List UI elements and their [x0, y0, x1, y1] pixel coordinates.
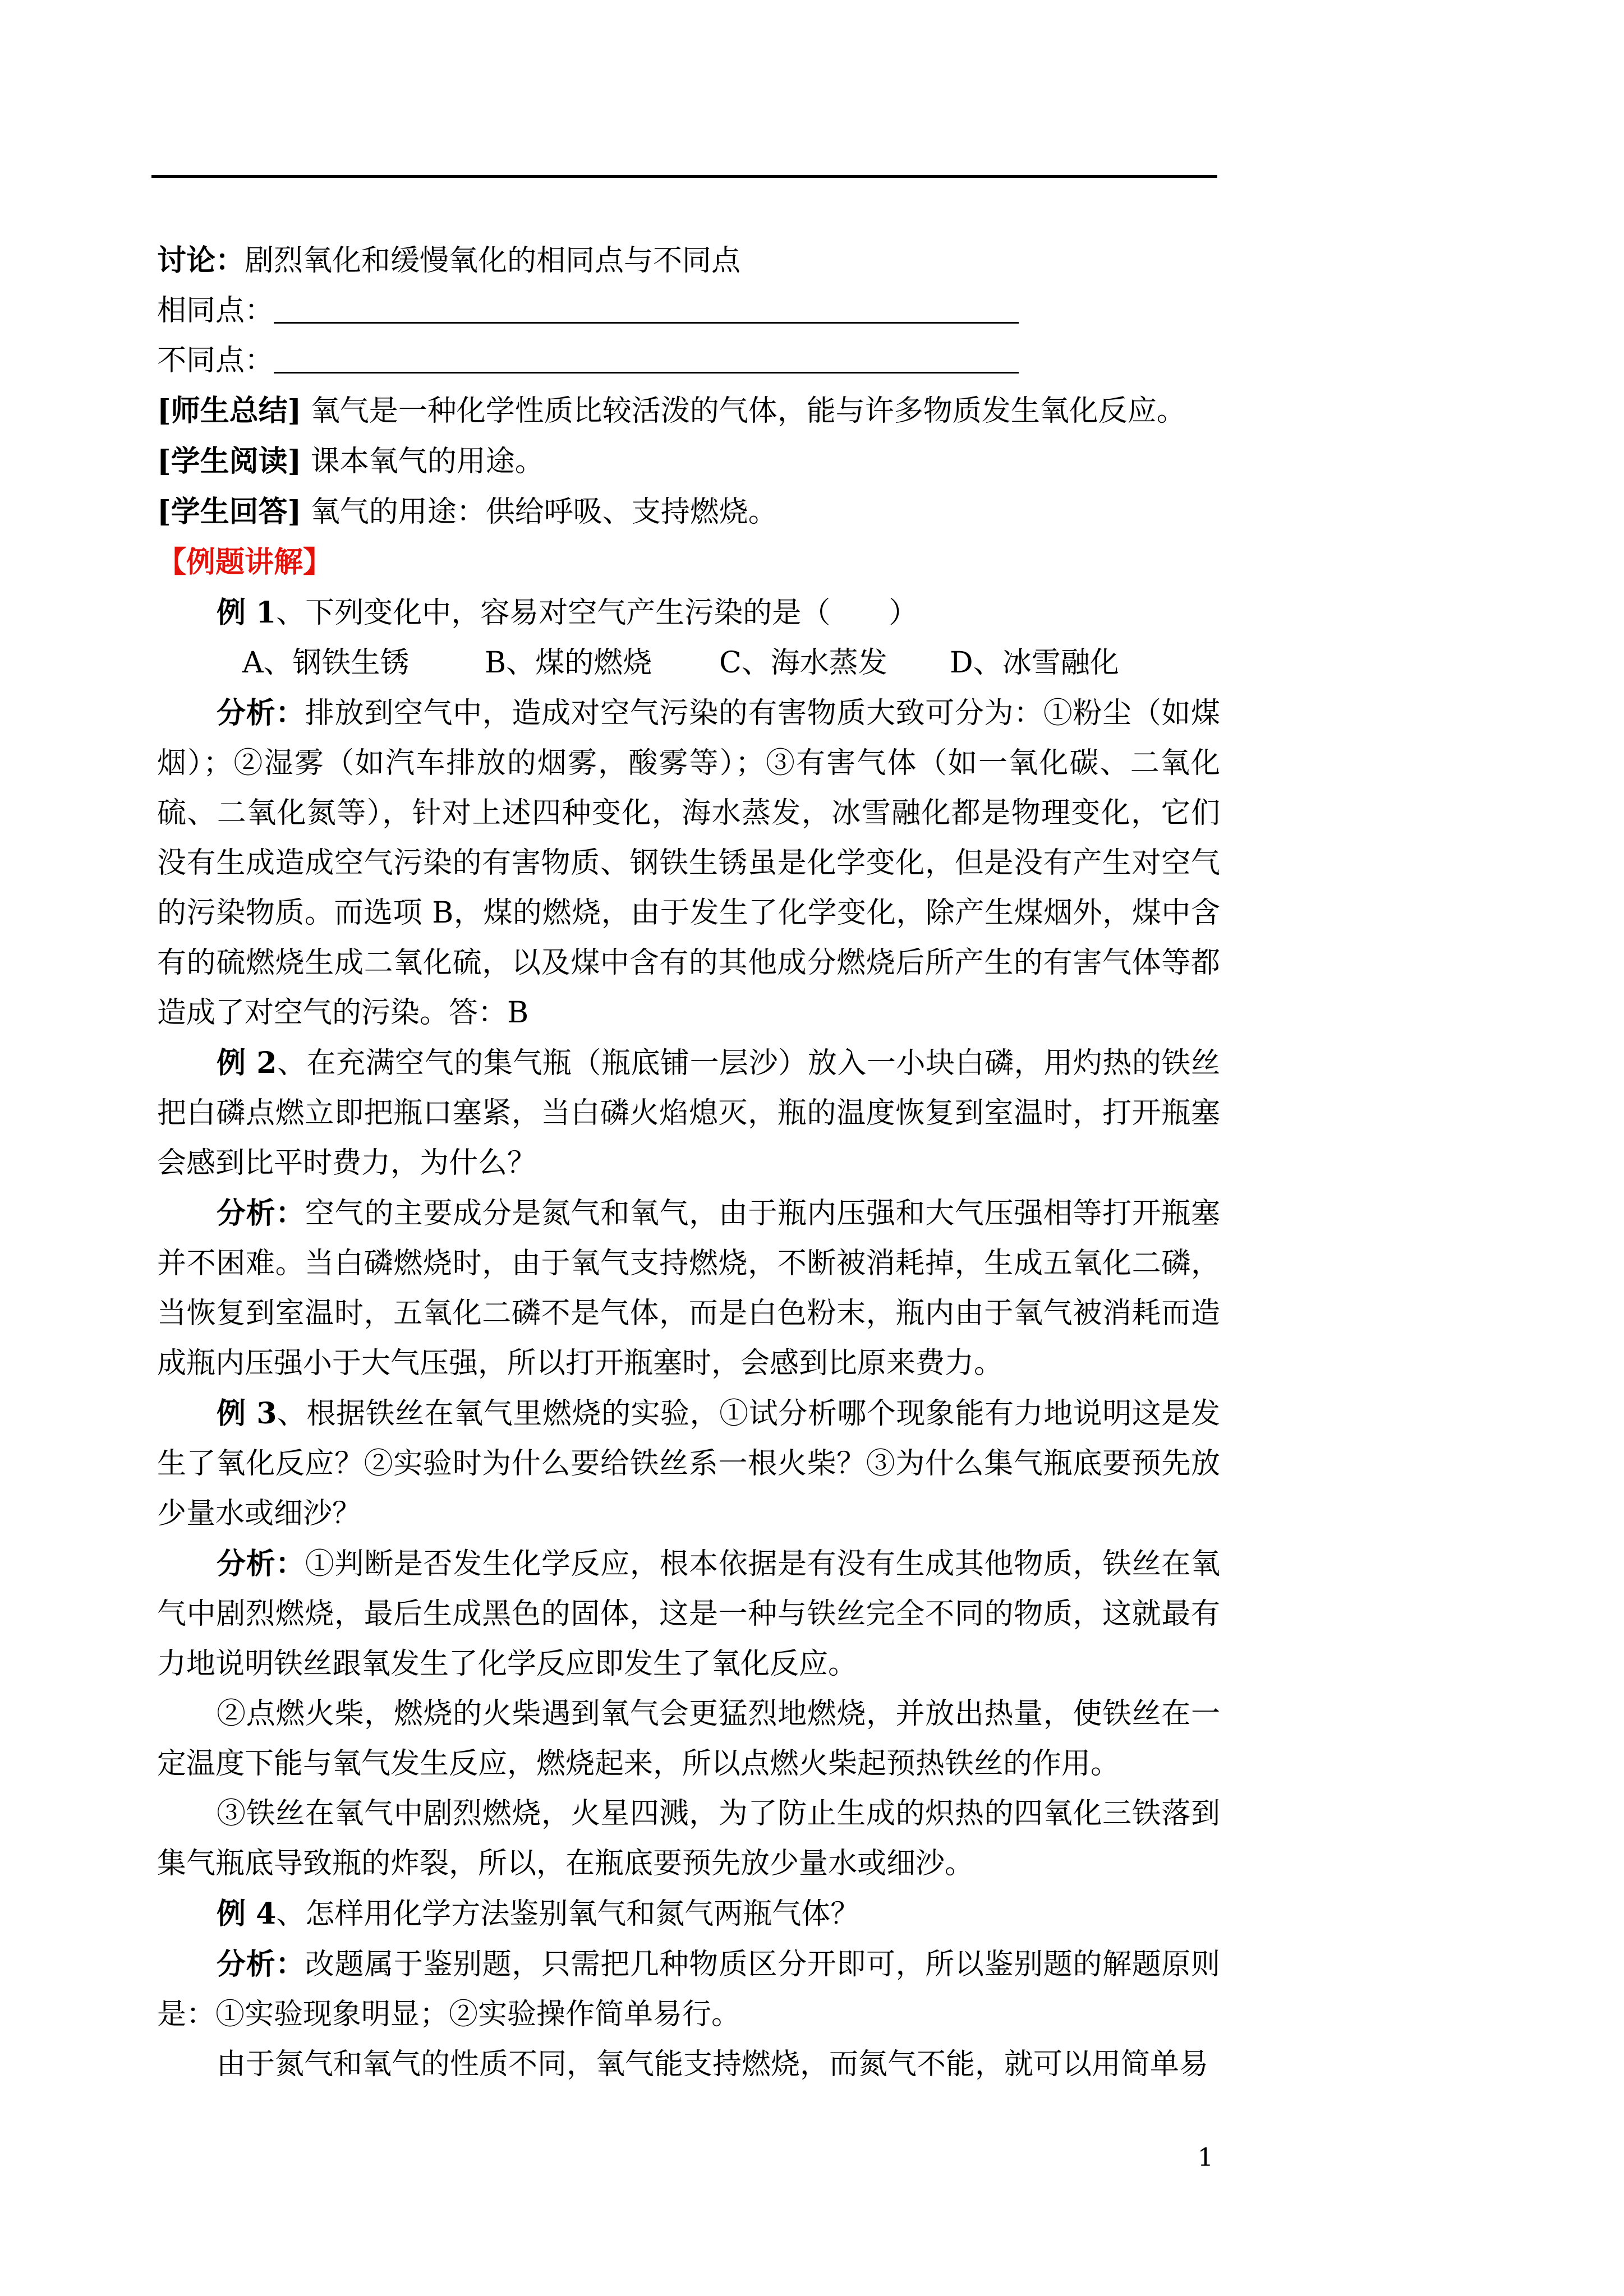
- discussion-line: [157, 236, 1220, 286]
- example1-options: [157, 638, 1220, 688]
- similarities-line: [157, 286, 1220, 336]
- example2-question-text: 、在充满空气的集气瓶（瓶底铺一层沙）放入一小块白磷，用灼热的铁丝把白磷点燃立即把瓶口塞紧，当白磷火焰熄灭，瓶的温度恢复到室温时，打开瓶塞会感到比平时费力，为什么？: [157, 1046, 1220, 1180]
- example3-analysis2-text: ②点燃火柴，燃烧的火柴遇到氧气会更猛烈地燃烧，并放出热量，使铁丝在一定温度下能与氧气发生反应，燃烧起来，所以点燃火柴起预热铁丝的作用。: [157, 1697, 1220, 1781]
- example3-analysis: [157, 1539, 1220, 1689]
- option-c: C、海水蒸发: [719, 646, 887, 680]
- example4-question-text: 、怎样用化学方法鉴别氧气和氮气两瓶气体？: [276, 1897, 860, 1931]
- example1-label: 例 1: [217, 596, 277, 630]
- examples-heading-line: [157, 537, 1220, 588]
- option-a: A、钢铁生锈: [242, 646, 410, 680]
- example4-analysis-text: 改题属于鉴别题，只需把几种物质区分开即可，所以鉴别题的解题原则是：①实验现象明显；②实验操作简单易行。: [157, 1948, 1220, 2031]
- example1-analysis-label: 分析：: [217, 696, 305, 730]
- example3-analysis3-text: ③铁丝在氧气中剧烈燃烧，火星四溅，为了防止生成的炽热的四氧化三铁落到集气瓶底导致瓶的炸裂，所以，在瓶底要预先放少量水或细沙。: [157, 1797, 1220, 1880]
- example3-analysis-text: ①判断是否发生化学反应，根本依据是有没有生成其他物质，铁丝在氧气中剧烈燃烧，最后生成黑色的固体，这是一种与铁丝完全不同的物质，这就最有力地说明铁丝跟氧发生了化学反应即发生了氧化反应。: [157, 1547, 1220, 1681]
- page-number: 1: [1198, 2143, 1213, 2172]
- example3-question-text: 、根据铁丝在氧气里燃烧的实验，①试分析哪个现象能有力地说明这是发生了氧化反应？②实验时为什么要给铁丝系一根火柴？③为什么集气瓶底要预先放少量水或细沙？: [157, 1397, 1220, 1530]
- option-b: B、煤的燃烧: [485, 646, 652, 680]
- similarities-label: 相同点：: [157, 294, 274, 328]
- example2-analysis-text: 空气的主要成分是氮气和氧气，由于瓶内压强和大气压强相等打开瓶塞并不困难。当白磷燃烧时，由于氧气支持燃烧，不断被消耗掉，生成五氧化二磷，当恢复到室温时，五氧化二磷不是气体，而是白色粉末，瓶内由于氧气被消耗而造成瓶内压强小于大气压强，所以打开瓶塞时，会感到比原来费力。: [157, 1197, 1220, 1380]
- summary-text: 氧气是一种化学性质比较活泼的气体，能与许多物质发生氧化反应。: [310, 394, 1186, 428]
- example3-question: [157, 1389, 1220, 1539]
- example4-analysis2-text: 由于氮气和氧气的性质不同，氧气能支持燃烧，而氮气不能，就可以用简单易: [217, 2048, 1209, 2081]
- example3-analysis-2: [157, 1689, 1220, 1789]
- discussion-label: 讨论：: [157, 243, 245, 278]
- example3-analysis-label: 分析：: [217, 1547, 305, 1581]
- example2-question: [157, 1038, 1220, 1188]
- summary-line: [157, 386, 1220, 436]
- example4-question: [157, 1889, 1220, 1939]
- example4-analysis-label: 分析：: [217, 1947, 305, 1981]
- similarities-blank[interactable]: [274, 295, 1019, 324]
- differences-blank[interactable]: [274, 345, 1019, 374]
- option-d: D、冰雪融化: [950, 646, 1119, 680]
- reading-text: 课本氧气的用途。: [310, 445, 544, 478]
- example2-analysis: [157, 1188, 1220, 1389]
- example1-question-text: 、下列变化中，容易对空气产生污染的是（ ）: [276, 596, 918, 630]
- answer-text: 氧气的用途：供给呼吸、支持燃烧。: [310, 495, 778, 529]
- reading-line: [157, 436, 1220, 487]
- examples-heading: 【例题讲解】: [157, 545, 333, 579]
- example4-label: 例 4: [217, 1897, 277, 1931]
- header-rule: [151, 175, 1217, 178]
- reading-label: [学生阅读]: [157, 444, 302, 478]
- document-body: [157, 236, 1220, 2090]
- example1-analysis-text: 排放到空气中，造成对空气污染的有害物质大致可分为：①粉尘（如煤烟）；②湿雾（如汽车排放的烟雾，酸雾等）；③有害气体（如一氧化碳、二氧化硫、二氧化氮等），针对上述四种变化，海水蒸发，冰雪融化都是物理变化，它们没有生成造成空气污染的有害物质、钢铁生锈虽是化学变化，但是没有产生对空气的污染物质。而选项 B，煤的燃烧，由于发生了化学变化，除产生煤烟外，煤中含有的硫燃烧生成二氧化硫，以及煤中含有的其他成分燃烧后所产生的有害气体等都造成了对空气的污染。答：B: [157, 697, 1220, 1030]
- differences-label: 不同点：: [157, 344, 274, 377]
- differences-line: [157, 336, 1220, 386]
- example2-label: 例 2: [217, 1046, 277, 1080]
- answer-label: [学生回答]: [157, 495, 302, 529]
- example1-analysis: [157, 688, 1220, 1038]
- answer-line: [157, 487, 1220, 537]
- example4-analysis: [157, 1939, 1220, 2040]
- example3-label: 例 3: [217, 1396, 277, 1431]
- example2-analysis-label: 分析：: [217, 1196, 305, 1230]
- example3-analysis-3: [157, 1789, 1220, 1889]
- discussion-text: 剧烈氧化和缓慢氧化的相同点与不同点: [245, 244, 741, 278]
- summary-label: [师生总结]: [157, 394, 302, 428]
- example4-analysis-2: [157, 2040, 1220, 2090]
- example1-question: [157, 588, 1220, 638]
